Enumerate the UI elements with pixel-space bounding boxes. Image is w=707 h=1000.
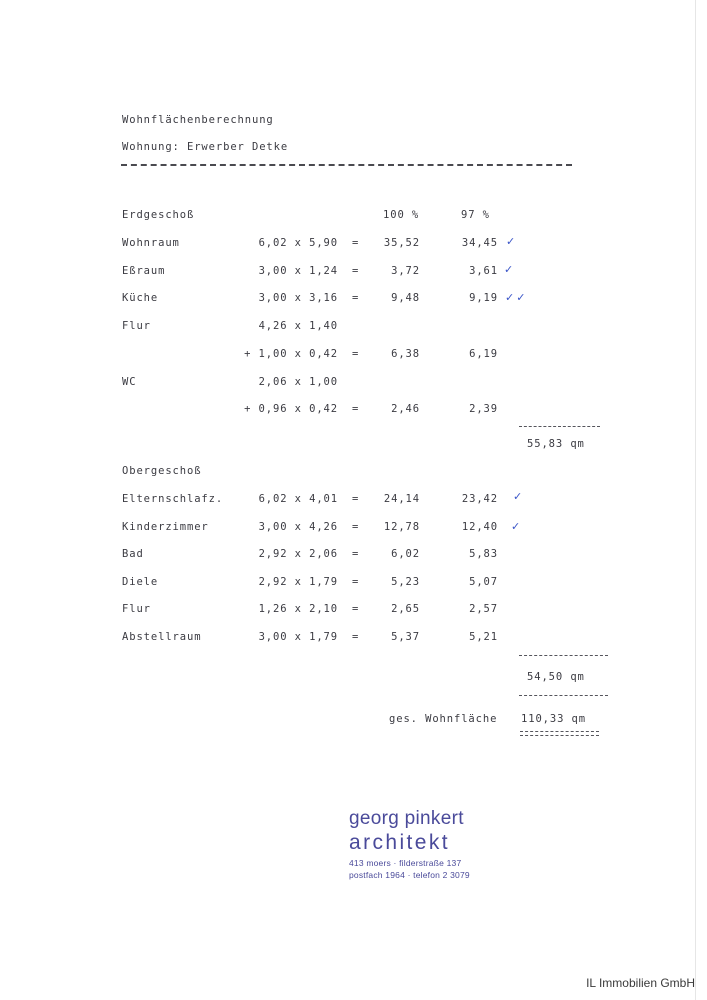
room-name: Bad <box>122 548 144 560</box>
room-calc: 2,92 x 1,79 <box>258 576 338 588</box>
col-100-header: 100 % <box>383 209 420 221</box>
room-calc: + 1,00 x 0,42 <box>244 348 338 360</box>
checkmark-icon: ✓ <box>511 520 521 533</box>
room-name: Küche <box>122 292 159 304</box>
room-name: Flur <box>122 603 151 615</box>
area-97: 2,57 <box>469 603 498 615</box>
subtotal-rule <box>519 655 608 656</box>
area-97: 5,07 <box>469 576 498 588</box>
equals-sign: = <box>352 237 360 249</box>
equals-sign: = <box>352 548 360 560</box>
room-calc: 3,00 x 4,26 <box>258 521 338 533</box>
equals-sign: = <box>352 265 360 277</box>
room-name: Diele <box>122 576 159 588</box>
area-97: 34,45 <box>461 237 498 249</box>
document-title: Wohnflächenberechnung <box>122 114 274 126</box>
equals-sign: = <box>352 576 360 588</box>
equals-sign: = <box>352 603 360 615</box>
room-calc: 2,92 x 2,06 <box>258 548 338 560</box>
eg-heading: Erdgeschoß <box>122 209 195 221</box>
room-name: Eßraum <box>122 265 166 277</box>
room-name: Elternschlafz. <box>122 493 224 505</box>
room-calc: 4,26 x 1,40 <box>258 320 338 332</box>
area-97: 9,19 <box>469 292 498 304</box>
watermark: IL Immobilien GmbH <box>586 976 695 990</box>
total-value: 110,33 qm <box>521 713 586 725</box>
total-rule <box>519 695 608 696</box>
room-name: Flur <box>122 320 151 332</box>
area-100: 24,14 <box>383 493 420 505</box>
room-calc: 6,02 x 4,01 <box>258 493 338 505</box>
checkmark-icon: ✓ <box>504 263 514 276</box>
equals-sign: = <box>352 403 360 415</box>
area-100: 3,72 <box>391 265 420 277</box>
document-subtitle: Wohnung: Erwerber Detke <box>122 141 289 153</box>
checkmark-icon: ✓✓ <box>505 291 528 304</box>
area-100: 6,38 <box>391 348 420 360</box>
og-heading: Obergeschoß <box>122 465 202 477</box>
checkmark-icon: ✓ <box>513 490 523 503</box>
subtotal-rule <box>519 426 600 427</box>
col-97-header: 97 % <box>461 209 490 221</box>
eg-subtotal: 55,83 qm <box>527 438 585 450</box>
architect-title: architekt <box>349 831 450 854</box>
equals-sign: = <box>352 631 360 643</box>
checkmark-icon: ✓ <box>506 235 516 248</box>
area-97: 2,39 <box>469 403 498 415</box>
area-100: 2,46 <box>391 403 420 415</box>
architect-name: georg pinkert <box>349 808 464 829</box>
area-100: 5,23 <box>391 576 420 588</box>
area-97: 12,40 <box>461 521 498 533</box>
total-label: ges. Wohnfläche <box>389 713 498 725</box>
equals-sign: = <box>352 493 360 505</box>
area-100: 9,48 <box>391 292 420 304</box>
area-100: 12,78 <box>383 521 420 533</box>
room-calc: 3,00 x 1,79 <box>258 631 338 643</box>
room-name: Abstellraum <box>122 631 202 643</box>
area-97: 23,42 <box>461 493 498 505</box>
page-edge <box>695 0 696 1000</box>
area-100: 2,65 <box>391 603 420 615</box>
area-100: 5,37 <box>391 631 420 643</box>
room-calc: 3,00 x 1,24 <box>258 265 338 277</box>
room-name: Wohnraum <box>122 237 180 249</box>
area-97: 5,83 <box>469 548 498 560</box>
equals-sign: = <box>352 348 360 360</box>
room-calc: 3,00 x 3,16 <box>258 292 338 304</box>
area-100: 35,52 <box>383 237 420 249</box>
equals-sign: = <box>352 521 360 533</box>
double-underline <box>520 731 599 736</box>
area-97: 5,21 <box>469 631 498 643</box>
area-97: 6,19 <box>469 348 498 360</box>
header-rule <box>121 164 572 166</box>
architect-contact: postfach 1964 · telefon 2 3079 <box>349 870 470 880</box>
room-name: WC <box>122 376 137 388</box>
room-calc: 2,06 x 1,00 <box>258 376 338 388</box>
og-subtotal: 54,50 qm <box>527 671 585 683</box>
room-calc: 1,26 x 2,10 <box>258 603 338 615</box>
room-calc: + 0,96 x 0,42 <box>244 403 338 415</box>
architect-address: 413 moers · filderstraße 137 <box>349 858 462 868</box>
room-name: Kinderzimmer <box>122 521 209 533</box>
area-97: 3,61 <box>469 265 498 277</box>
area-100: 6,02 <box>391 548 420 560</box>
room-calc: 6,02 x 5,90 <box>258 237 338 249</box>
equals-sign: = <box>352 292 360 304</box>
